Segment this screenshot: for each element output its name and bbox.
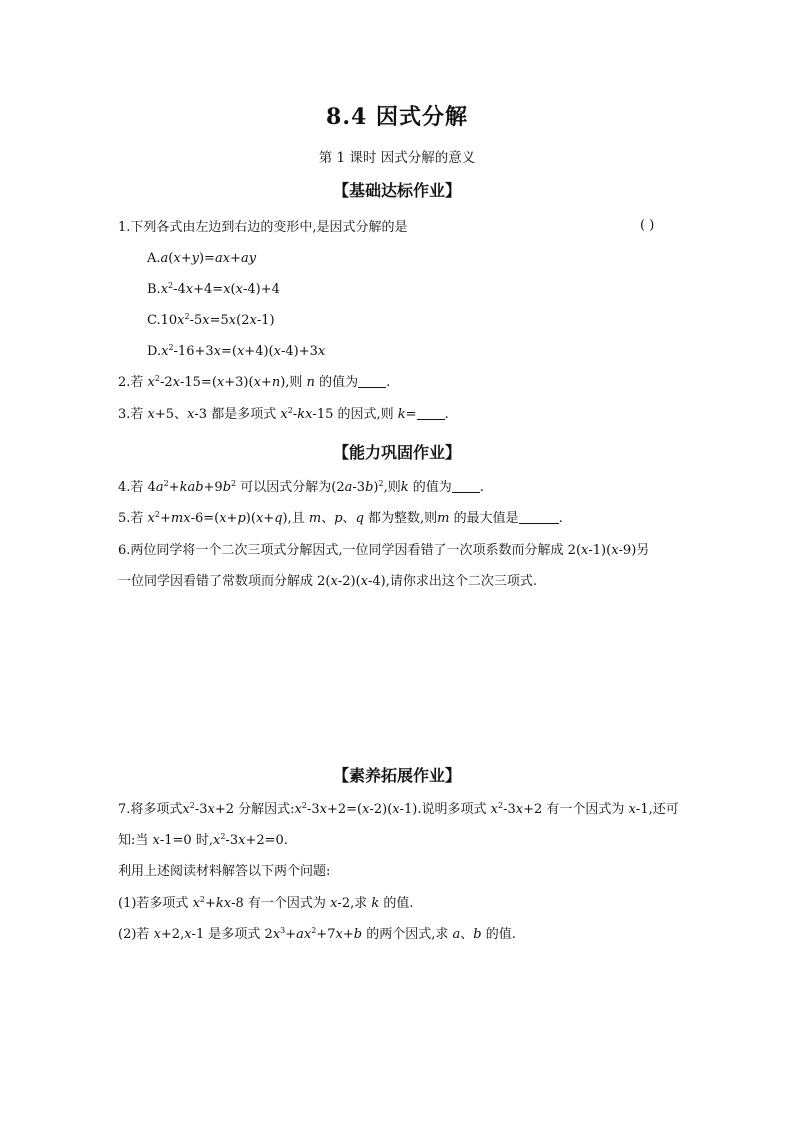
- question-7-line-3: 利用上述阅读材料解答以下两个问题:: [118, 864, 331, 879]
- answer-blank: [452, 480, 480, 493]
- section-heading-ability: 【能力巩固作业】: [332, 443, 461, 462]
- question-3: 3.若 x+5、x-3 都是多项式 $x^2-kx-15$ 的因式,则 k= .: [118, 406, 449, 422]
- option-b: $B.x^2-4x+4=x(x-4)+4$: [147, 281, 280, 297]
- question-5: 5.若 $x^2+mx-6=(x+p)(x+q)$,且 m、p、q 都为整数,则m 的最大值是 .: [118, 510, 563, 526]
- option-d: $D.x^2-16+3x=(x+4)(x-4)+3x$: [147, 343, 326, 359]
- section-heading-extension: 【素养拓展作业】: [332, 766, 461, 785]
- question-2: 2.若 $x^2-2x-15=(x+3)(x+n)$,则 n 的值为 .: [118, 374, 391, 390]
- question-1: 1.下列各式由左边到右边的变形中,是因式分解的是: [118, 220, 408, 235]
- question-6-line-1: 6.两位同学将一个二次三项式分解因式,一位同学因看错了一次项系数而分解成 2(x-1)(x-9)另: [118, 543, 650, 558]
- answer-blank: [358, 375, 386, 388]
- section-heading-basic: 【基础达标作业】: [332, 181, 461, 200]
- question-7-line-2: 知:当 x-1=0 时$,x^2-3x+2=0$.: [118, 832, 288, 848]
- answer-blank: [417, 407, 445, 420]
- question-6-line-2: 一位同学因看错了常数项而分解成 2(x-2)(x-4),请你求出这个二次三项式.: [118, 574, 538, 589]
- question-7-sub-1: (1)若多项式 $x^2+kx-8$ 有一个因式为 x-2,求 k 的值.: [118, 895, 414, 911]
- option-a: A.a(x+y)=ax+ay: [147, 251, 257, 266]
- question-7-line-1: 7.将多项式$x^2-3x+2$ 分解因式$:x^2-3x+2=(x-2)(x-1)$.说明多项式 $x^2-3x+2$ 有一个因式为 x-1,还可: [118, 801, 679, 817]
- question-7-sub-2: (2)若 x+2,x-1 是多项式 $2x^3+ax^2+7x+b$ 的两个因式,求 a、b 的值.: [118, 926, 516, 942]
- question-4: 4.若 $4a^2+kab+9b^2$ 可以因式分解为$(2a-3b)^2$,则k 的值为 .: [118, 479, 484, 495]
- lesson-subtitle: 第 1 课时 因式分解的意义: [318, 150, 476, 166]
- answer-paren: ( ): [640, 218, 655, 233]
- page-title: 8.4 因式分解: [326, 104, 468, 130]
- answer-blank: [519, 511, 559, 524]
- option-c: $C.10x^2-5x=5x(2x-1)$: [147, 312, 275, 328]
